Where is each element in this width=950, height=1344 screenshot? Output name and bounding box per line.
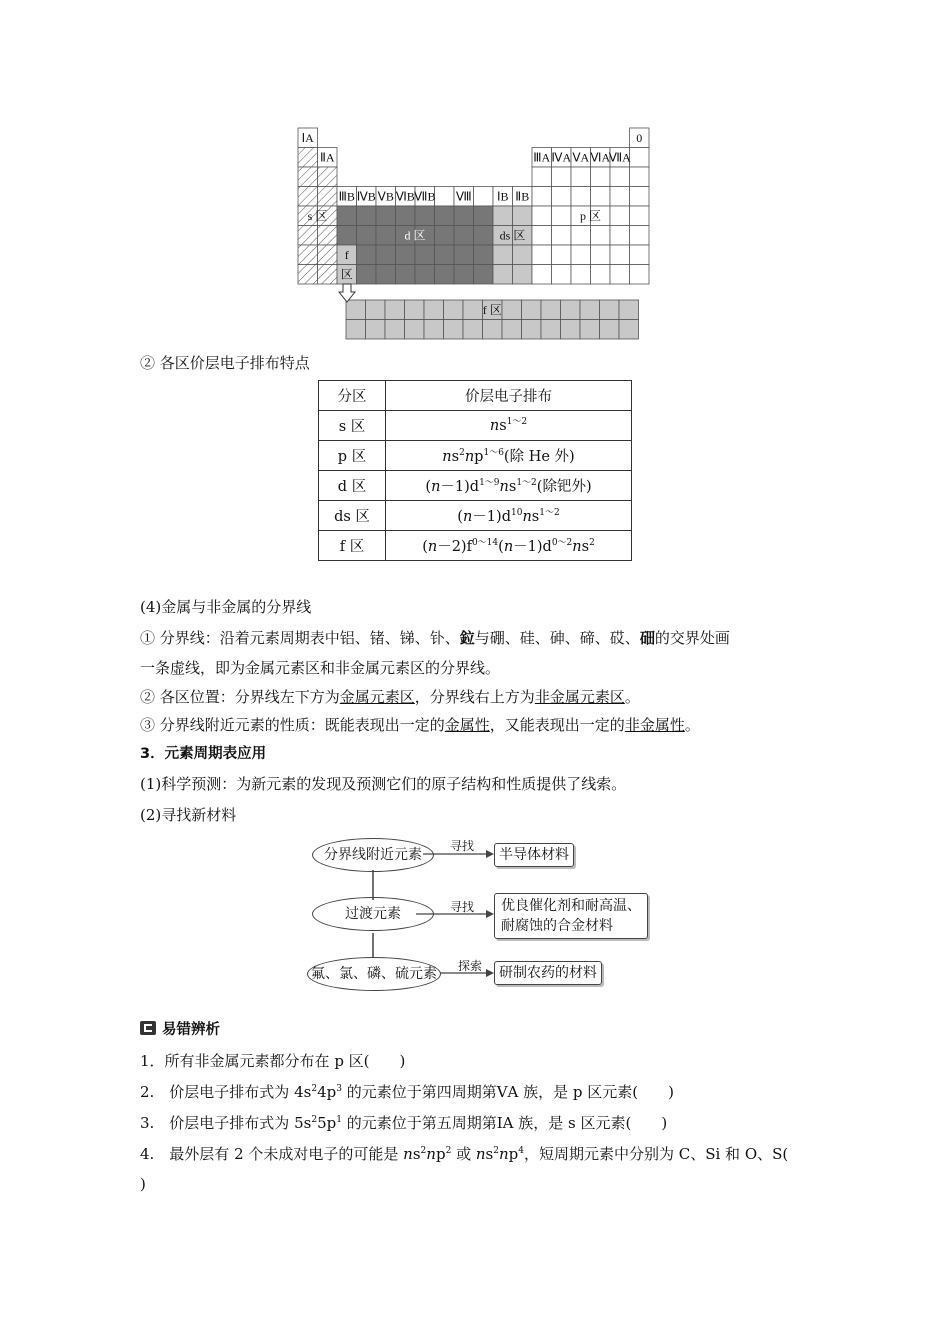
group-label: ⅠB [496, 189, 509, 204]
group-label: ⅡA [319, 150, 335, 165]
table-cell-config: $ns^{1\sim 2}$ [386, 411, 632, 441]
error-item-2: 2. 价层电子排布式为 $4s^24p^3$ 的元素位于第四周期第ⅤA 族，是 p 区元素( ) [140, 1083, 674, 1101]
underlined-answer: 非金属元素区 [534, 688, 625, 706]
flow-arrow-label: 寻找 [450, 900, 475, 914]
p-block-cell [571, 226, 591, 246]
flow-result-line: 耐腐蚀的合金材料 [501, 918, 613, 934]
d-block-cell [396, 245, 416, 265]
d-block-label: d 区 [404, 228, 426, 243]
p-block-cell [610, 245, 630, 265]
arrow-down-icon [339, 284, 355, 302]
d-block-cell [474, 245, 494, 265]
table-row [319, 471, 632, 501]
f-block-cell [366, 300, 386, 320]
d-block-cell [435, 226, 455, 246]
text-span: ② 各区位置：分界线左下方为 [140, 688, 340, 706]
p-block-cell [591, 245, 611, 265]
paragraph-boundary-line [140, 627, 730, 649]
ds-block-cell [513, 265, 533, 285]
p-block-cell [552, 265, 572, 285]
section-title-applications: 3．元素周期表应用 [140, 746, 267, 762]
group-label: ⅣA [551, 150, 572, 165]
table-cell-block: f 区 [319, 531, 386, 561]
d-block-cell [474, 226, 494, 246]
text-span: 与硼、硅、砷、碲、砹、 [474, 629, 640, 647]
s-block-cell [298, 167, 318, 187]
underlined-answer: 金属性 [444, 716, 490, 734]
text-span: 。 [624, 688, 640, 706]
s-block-cell [318, 265, 338, 285]
d-block-cell [337, 206, 357, 226]
flow-node-fcl-p-s: 氟、氯、磷、硫元素 [307, 957, 441, 991]
errors-title: 易错辨析 [162, 1022, 220, 1038]
element-glyph: 鉝 [459, 629, 475, 647]
underlined-answer: 非金属性 [624, 716, 685, 734]
p-block-cell [571, 265, 591, 285]
table-row [319, 411, 632, 441]
s-block-cell [318, 187, 338, 207]
d-block-cell [376, 265, 396, 285]
table-cell-block: s 区 [319, 411, 386, 441]
d-block-cell [357, 226, 377, 246]
f-block-cell [463, 300, 483, 320]
table-row [319, 531, 632, 561]
error-item-3: 3. 价层电子排布式为 $5s^25p^1$ 的元素位于第五周期第ⅠA 族，是 s 区元素( ) [140, 1114, 668, 1132]
paragraph-boundary-line-cont: 一条虚线，即为金属元素区和非金属元素区的分界线。 [140, 659, 501, 677]
f-block-label: 区 [340, 267, 353, 282]
p-block-cell [571, 167, 591, 187]
group-header-cell [474, 187, 494, 207]
p-block-cell [532, 167, 552, 187]
f-block-cell [541, 320, 561, 340]
ds-block-cell [493, 206, 513, 226]
flow-arrow-label: 探索 [458, 959, 483, 973]
s-block-cell [298, 187, 318, 207]
p-block-cell [571, 187, 591, 207]
p-block-cell [571, 245, 591, 265]
text-span: 的交界处画 [654, 629, 730, 647]
s-block-cell [318, 226, 338, 246]
p-block-cell [591, 226, 611, 246]
group-label: ⅡB [515, 189, 530, 204]
s-block-cell [298, 148, 318, 168]
text-span: ，分界线右上方为 [414, 688, 535, 706]
group-label: ⅥA [590, 150, 611, 165]
p-block-cell [591, 187, 611, 207]
p-block-cell [532, 187, 552, 207]
table-header-config: 价层电子排布 [386, 381, 632, 411]
d-block-cell [357, 206, 377, 226]
text-span: 。 [684, 716, 700, 734]
f-block-label: f [344, 248, 349, 262]
table-row [319, 441, 632, 471]
group-label: ⅦA [608, 150, 631, 165]
d-block-cell [357, 245, 377, 265]
f-block-cell [444, 320, 464, 340]
group-label: Ⅷ [455, 189, 472, 204]
f-block-cell [483, 320, 503, 340]
f-block-cell [619, 300, 639, 320]
p-block-cell [630, 206, 650, 226]
p-block-cell [630, 265, 650, 285]
s-block-cell [318, 167, 338, 187]
f-block-cell [522, 320, 542, 340]
f-block-cell [561, 320, 581, 340]
d-block-cell [454, 206, 474, 226]
d-block-cell [415, 206, 435, 226]
paragraph-region-position [140, 686, 640, 708]
paragraph-new-materials: (2)寻找新材料 [140, 806, 237, 824]
d-block-cell [415, 265, 435, 285]
f-block-cell [405, 320, 425, 340]
f-block-cell [561, 300, 581, 320]
p-block-cell [591, 167, 611, 187]
d-block-cell [435, 245, 455, 265]
p-block-cell [610, 226, 630, 246]
error-item-4-cont: ) [140, 1175, 146, 1193]
ds-block-cell [513, 245, 533, 265]
d-block-cell [454, 245, 474, 265]
p-block-cell [532, 206, 552, 226]
f-block-cell [405, 300, 425, 320]
table-row [319, 501, 632, 531]
error-item-4: 4. 最外层有 2 个未成对电子的可能是 $ns^2np^2$ 或 $ns^2np^4$，短周期元素中分别为 C、Si 和 O、S( [140, 1145, 789, 1163]
f-block-cell [385, 320, 405, 340]
flow-node-boundary-elements: 分界线附近元素 [312, 838, 434, 872]
flow-arrow-label: 寻找 [450, 839, 475, 853]
p-block-cell [552, 245, 572, 265]
f-block-cell [502, 300, 522, 320]
d-block-cell [376, 226, 396, 246]
d-block-cell [454, 226, 474, 246]
group-label: ⅣB [356, 189, 376, 204]
group-label: ⅤB [377, 189, 394, 204]
f-block-cell [600, 300, 620, 320]
group-label: ⅤA [572, 150, 590, 165]
table-cell-config: $ns^2np^{1\sim 6}$(除 He 外) [386, 441, 632, 471]
p-block-cell [610, 167, 630, 187]
f-block-cell [541, 300, 561, 320]
p-block-cell [532, 245, 552, 265]
p-block-cell [630, 148, 650, 168]
group-label: ⅢA [533, 150, 551, 165]
d-block-cell [435, 265, 455, 285]
f-block-cell [619, 320, 639, 340]
f-block-cell [580, 300, 600, 320]
p-block-cell [591, 265, 611, 285]
element-glyph: 鿬 [639, 629, 655, 647]
p-block-cell [630, 167, 650, 187]
text-span: ① 分界线：沿着元素周期表中铝、锗、锑、钋、 [140, 629, 460, 647]
section-heading-block-features: ② 各区价层电子排布特点 [140, 354, 310, 372]
group-label: ⅠA [301, 131, 314, 145]
underlined-answer: 金属元素区 [339, 688, 415, 706]
e-badge-icon [140, 1021, 156, 1035]
f-block-cell [424, 300, 444, 320]
ds-block-cell [493, 245, 513, 265]
f-block-cell [385, 300, 405, 320]
s-block-cell [298, 265, 318, 285]
p-block-cell [552, 167, 572, 187]
s-block-cell [298, 226, 318, 246]
flow-result-semiconductor: 半导体材料 [494, 843, 574, 867]
ds-block-cell [513, 206, 533, 226]
s-block-cell [298, 245, 318, 265]
valence-electron-table [318, 380, 632, 561]
ds-block-cell [493, 265, 513, 285]
p-block-cell [532, 226, 552, 246]
error-item-1: 1．所有非金属元素都分布在 p 区( ) [140, 1052, 406, 1070]
flow-result-line: 优良催化剂和耐高温、 [501, 898, 641, 914]
table-header-row [319, 381, 632, 411]
f-block-cell [346, 320, 366, 340]
f-block-cell [444, 300, 464, 320]
p-block-cell [552, 206, 572, 226]
f-block-cell [463, 320, 483, 340]
text-span: ③ 分界线附近元素的性质：既能表现出一定的 [140, 716, 445, 734]
p-block-label: p 区 [579, 209, 602, 223]
table-cell-block: d 区 [319, 471, 386, 501]
group-label: ⅦB [414, 189, 436, 204]
table-header-block: 分区 [319, 381, 386, 411]
s-block-label: s 区 [307, 209, 328, 223]
d-block-cell [396, 206, 416, 226]
f-block-cell [600, 320, 620, 340]
d-block-cell [376, 206, 396, 226]
p-block-cell [630, 245, 650, 265]
d-block-cell [357, 265, 377, 285]
flow-result-catalyst-alloy [494, 893, 648, 939]
p-block-cell [610, 206, 630, 226]
d-block-cell [337, 226, 357, 246]
s-block-cell [318, 245, 338, 265]
table-cell-config: $(n-2)f^{0\sim 14}(n-1)d^{0\sim 2}ns^2$ [386, 531, 632, 561]
group-header-cell [435, 187, 455, 207]
f-block-cell [366, 320, 386, 340]
p-block-cell [532, 265, 552, 285]
p-block-cell [552, 187, 572, 207]
flow-node-transition-elements: 过渡元素 [312, 897, 434, 931]
d-block-cell [474, 206, 494, 226]
paragraph-boundary-properties [140, 714, 700, 736]
f-block-cell [522, 300, 542, 320]
d-block-cell [454, 265, 474, 285]
d-block-cell [474, 265, 494, 285]
table-cell-block: ds 区 [319, 501, 386, 531]
d-block-cell [435, 206, 455, 226]
d-block-cell [396, 265, 416, 285]
table-cell-config: $(n-1)d^{10}ns^{1\sim 2}$ [386, 501, 632, 531]
ds-block-label: ds 区 [499, 228, 526, 243]
section-title-boundary: (4)金属与非金属的分界线 [140, 598, 312, 616]
table-cell-block: p 区 [319, 441, 386, 471]
f-block-cell [580, 320, 600, 340]
f-block-label: f 区 [482, 303, 502, 317]
text-span: ，又能表现出一定的 [489, 716, 625, 734]
p-block-cell [610, 187, 630, 207]
p-block-cell [552, 226, 572, 246]
table-cell-config: $(n-1)d^{1\sim 9}ns^{1\sim 2}$(除钯外) [386, 471, 632, 501]
p-block-cell [610, 265, 630, 285]
paragraph-prediction: (1)科学预测：为新元素的发现及预测它们的原子结构和性质提供了线索。 [140, 775, 627, 793]
f-block-cell [346, 300, 366, 320]
p-block-cell [630, 226, 650, 246]
f-block-cell [502, 320, 522, 340]
d-block-cell [376, 245, 396, 265]
d-block-cell [415, 245, 435, 265]
p-block-cell [630, 187, 650, 207]
group-label: ⅢB [338, 189, 355, 204]
flow-result-pesticide: 研制农药的材料 [494, 961, 602, 985]
group-label: 0 [636, 131, 643, 145]
periodic-table-diagram [290, 120, 650, 346]
f-block-cell [424, 320, 444, 340]
group-label: ⅥB [395, 189, 415, 204]
